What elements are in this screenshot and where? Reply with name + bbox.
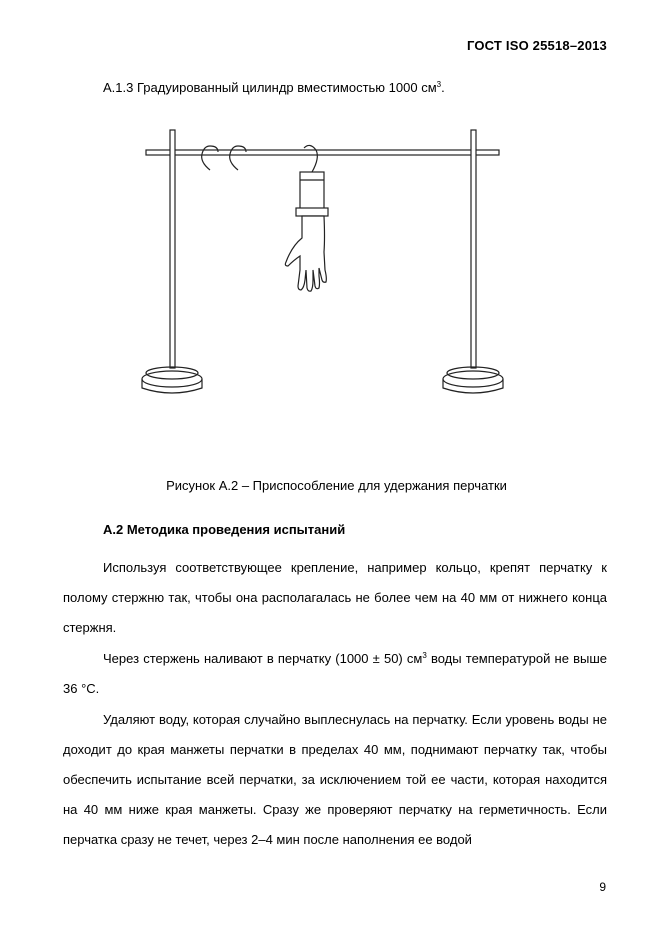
paragraph-1: Используя соответствующее крепление, например кольцо, крепят перчатку к полому стержню так, чтобы она располагалась не более чем на 40 мм от нижнего конца стержня. <box>63 560 607 635</box>
item-a-1-3 <box>103 80 445 95</box>
superscript: 3 <box>422 651 427 660</box>
hollow-rod <box>300 172 324 212</box>
paragraph-3: Удаляют воду, которая случайно выплеснулась на перчатку. Если уровень воды не доходит до края манжеты перчатки в пределах 40 мм, поднимают перчатку так, чтобы обеспечить испытание всей перчатки, за исключением той ее части, которая находится на 40 мм ниже края манжеты. Сразу же проверяют перчатку на герметичность. Если перчатка сразу не течет, через 2–4 мин после наполнения ее водой <box>63 712 607 847</box>
left-post <box>170 130 175 368</box>
right-post <box>471 130 476 368</box>
right-base <box>443 367 503 393</box>
figure-caption: Рисунок А.2 – Приспособление для удержания перчатки <box>166 478 507 493</box>
glove-icon <box>285 216 326 291</box>
glove-holder-figure <box>130 120 510 410</box>
document-code-header: ГОСТ ISO 25518–2013 <box>466 38 607 53</box>
item-a-1-3-end: . <box>441 80 445 95</box>
page-number: 9 <box>599 880 606 894</box>
item-a-1-3-text: А.1.3 Градуированный цилиндр вместимостью 1000 см <box>103 80 437 95</box>
paragraph-2-text-b: воды температурой не выше 36 °С. <box>63 651 607 696</box>
section-title-a2: А.2 Методика проведения испытаний <box>103 522 346 537</box>
paragraph-2-text-a: Через стержень наливают в перчатку (1000 ± 50) см <box>103 651 423 666</box>
paragraph-2 <box>63 644 607 704</box>
superscript: 3 <box>436 80 442 89</box>
horizontal-bar <box>146 150 499 155</box>
left-base <box>142 367 202 393</box>
ring-clamp <box>296 208 328 216</box>
glove-holder-illustration <box>130 120 510 410</box>
